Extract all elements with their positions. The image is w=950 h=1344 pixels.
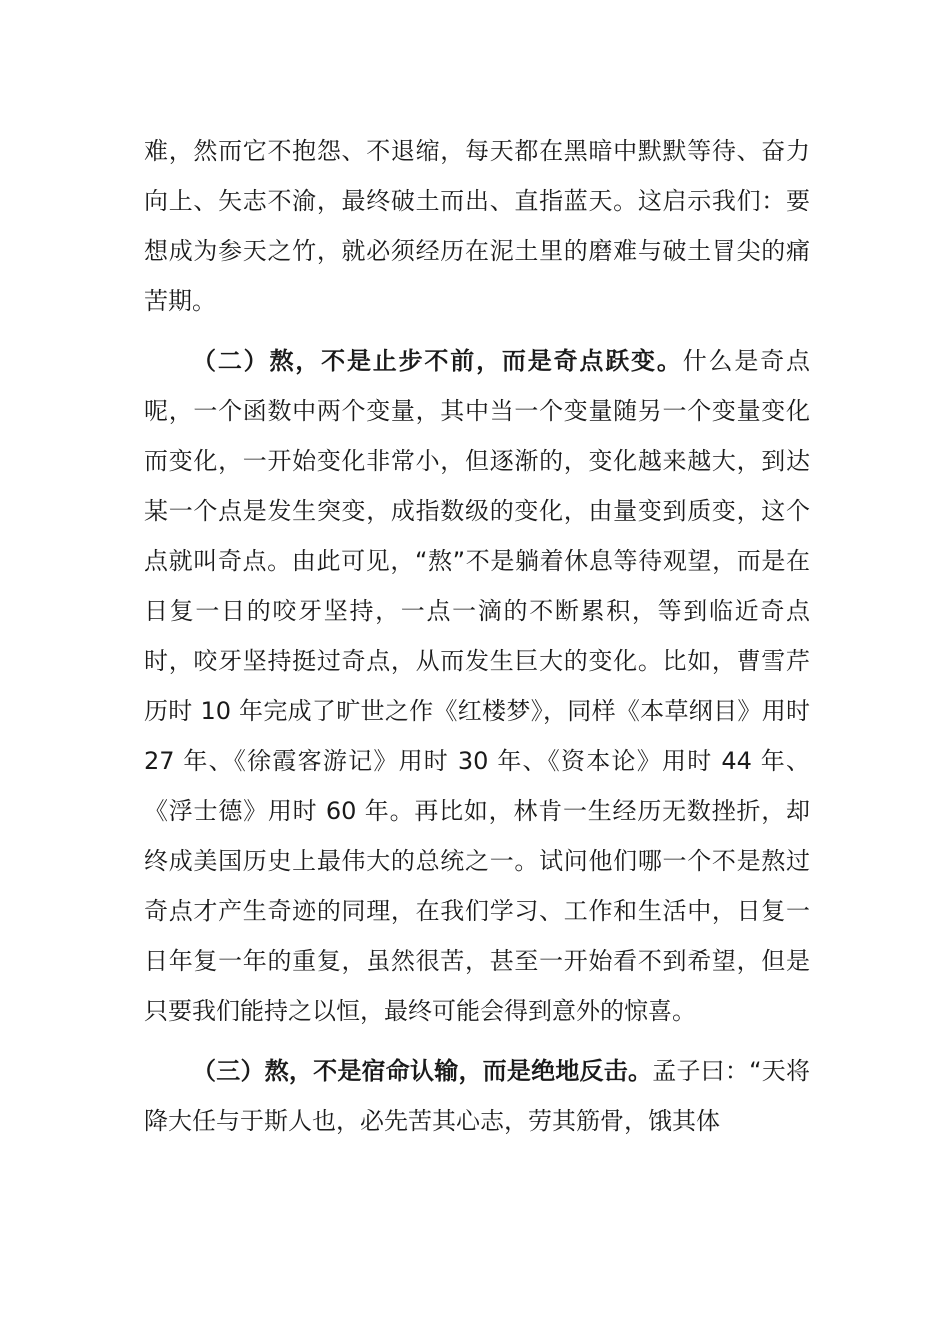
paragraph-text: 什么是奇点呢，一个函数中两个变量，其中当一个变量随另一个变量变化而变化，一开始变化非常小，但逐渐的，变化越来越大，到达某一个点是发生突变，成指数级的变化，由量变到质变，这个点就叫奇点。由此可见，“熬”不是躺着休息等待观望，而是在日复一日的咬牙坚持，一点一滴的不断累积，等到临近奇点时，咬牙坚持挺过奇点，从而发生巨大的变化。比如，曹雪芹历时 10 年完成了旷世之作《红楼梦》，同样《本草纲目》用时 27 年、《徐霞客游记》用时 30 年、《资本论》用时 44 年、《浮士德》用时 60 年。再比如，林肯一生经历无数挫折，却终成美国历史上最伟大的总统之一。试问他们哪一个不是熬过奇点才产生奇迹的同理，在我们学习、工作和生活中，日复一日年复一年的重复，虽然很苦，甚至一开始看不到希望，但是只要我们能持之以恒，最终可能会得到意外的惊喜。 [144,347,811,1025]
paragraph-continuation [144,126,810,326]
section-heading: （二）熬，不是止步不前，而是奇点跃变。 [192,347,683,375]
paragraph-section-2 [144,336,810,1036]
paragraph-section-3 [144,1046,810,1146]
document-body [144,126,810,1156]
paragraph-text: 难，然而它不抱怨、不退缩，每天都在黑暗中默默等待、奋力向上、矢志不渝，最终破土而出、直指蓝天。这启示我们：要想成为参天之竹，就必须经历在泥土里的磨难与破土冒尖的痛苦期。 [144,137,810,315]
paragraph-text: 孟子曰：“天将降大任与于斯人也，必先苦其心志，劳其筋骨，饿其体 [144,1057,811,1135]
section-heading: （三）熬，不是宿命认输，而是绝地反击。 [192,1057,653,1085]
